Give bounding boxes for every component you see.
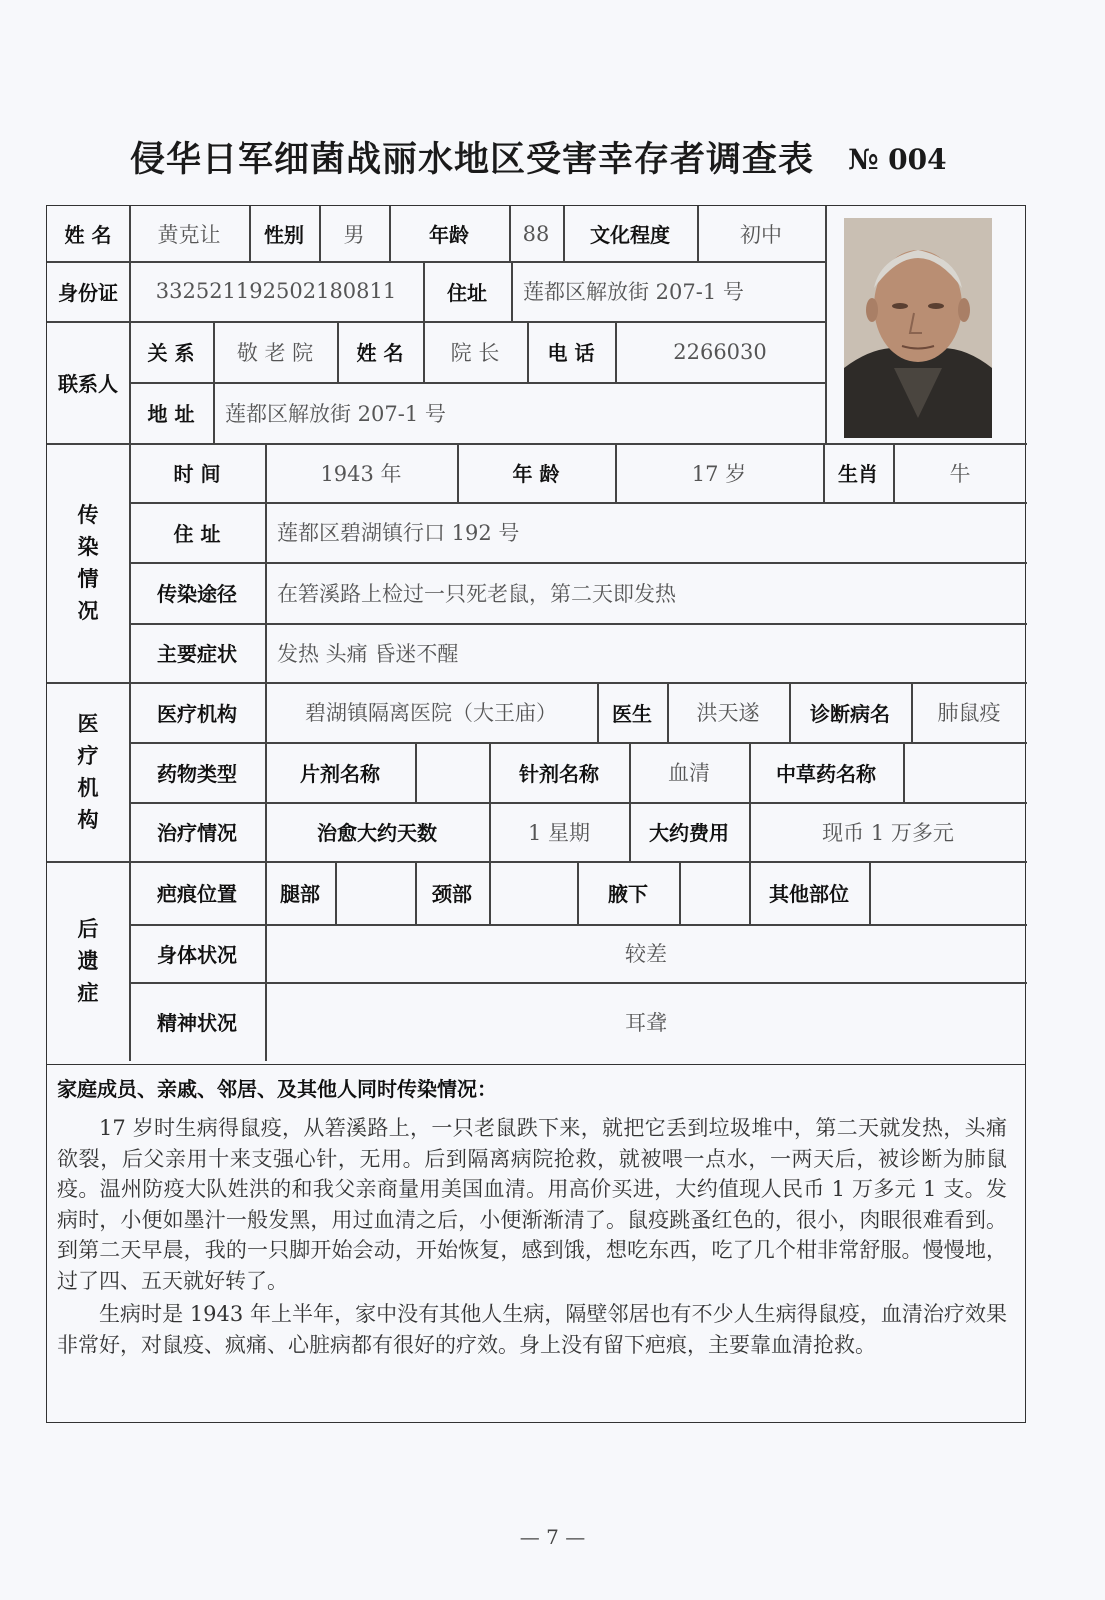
gender-value: 男 bbox=[343, 222, 365, 247]
education-value: 初中 bbox=[740, 222, 782, 247]
page-number: — 7 — bbox=[519, 1525, 586, 1549]
contact-name-label: 姓 名 bbox=[356, 341, 404, 365]
relation-label: 关 系 bbox=[147, 341, 195, 365]
document-number: № 004 bbox=[848, 143, 947, 176]
infection-age-value: 17 岁 bbox=[691, 461, 747, 486]
medical-section-label: 医 疗 机 构 bbox=[77, 711, 99, 832]
narrative-paragraph-2: 生病时是 1943 年上半年，家中没有其他人生病，隔壁邻居也有不少人生病得鼠疫，血清治疗效果非常好，对鼠疫、疯痛、心脏病都有很好的疗效。身上没有留下疤痕，主要靠血清抢救。 bbox=[57, 1302, 1007, 1357]
doctor-label: 医生 bbox=[612, 701, 652, 726]
zodiac-label: 生肖 bbox=[838, 462, 878, 486]
leg-label: 腿部 bbox=[280, 882, 320, 906]
address-value: 莲都区解放街 207-1 号 bbox=[523, 280, 744, 304]
time-label: 时 间 bbox=[173, 462, 221, 486]
doctor-value: 洪天遂 bbox=[696, 701, 760, 725]
institution-label: 医疗机构 bbox=[157, 701, 237, 726]
sequelae-section-label: 后 遗 症 bbox=[77, 917, 99, 1005]
age-value: 88 bbox=[522, 221, 550, 246]
contact-address-value: 莲都区解放街 207-1 号 bbox=[225, 401, 446, 426]
id-card-label: 身份证 bbox=[58, 280, 118, 305]
infection-section-label: 传 染 情 况 bbox=[77, 502, 99, 623]
mental-label: 精神状况 bbox=[157, 1011, 237, 1035]
leg-value bbox=[335, 861, 415, 924]
other-label: 其他部位 bbox=[769, 882, 849, 906]
contact-label: 联系人 bbox=[58, 371, 118, 396]
name-value: 黄克让 bbox=[157, 222, 221, 247]
survivor-photo bbox=[844, 218, 992, 438]
institution-value: 碧湖镇隔离医院（大王庙） bbox=[305, 701, 557, 725]
infection-address-label: 住 址 bbox=[173, 521, 221, 546]
symptoms-label: 主要症状 bbox=[157, 642, 237, 666]
contact-address-label: 地 址 bbox=[147, 402, 195, 426]
infection-age-label: 年 龄 bbox=[512, 462, 560, 486]
diagnosis-label: 诊断病名 bbox=[810, 701, 890, 726]
cost-label: 大约费用 bbox=[649, 821, 729, 845]
narrative-heading: 家庭成员、亲戚、邻居、及其他人同时传染情况： bbox=[57, 1077, 497, 1101]
symptoms-value: 发热 头痛 昏迷不醒 bbox=[277, 641, 459, 666]
route-value: 在箬溪路上检过一只死老鼠，第二天即发热 bbox=[277, 581, 676, 606]
injection-label: 针剂名称 bbox=[519, 761, 599, 786]
contact-name-value: 院 长 bbox=[450, 340, 500, 365]
herbal-value bbox=[903, 742, 1027, 802]
drug-type-label: 药物类型 bbox=[157, 761, 237, 786]
phone-value: 2266030 bbox=[673, 339, 767, 364]
survey-form bbox=[46, 205, 1026, 1065]
id-card-value: 332521192502180811 bbox=[155, 279, 397, 303]
tablet-label: 片剂名称 bbox=[300, 761, 380, 786]
form-title: 侵华日军细菌战丽水地区受害幸存者调查表 bbox=[130, 139, 815, 180]
phone-label: 电 话 bbox=[547, 341, 595, 365]
cure-days-label: 治愈大约天数 bbox=[317, 821, 437, 845]
neck-label: 颈部 bbox=[432, 882, 472, 906]
name-label: 姓 名 bbox=[64, 223, 112, 247]
scar-label: 疤痕位置 bbox=[157, 882, 237, 906]
relation-value: 敬 老 院 bbox=[236, 340, 314, 365]
other-value bbox=[869, 861, 1027, 924]
gender-label: 性别 bbox=[264, 223, 304, 247]
diagnosis-value: 肺鼠疫 bbox=[937, 701, 1001, 725]
armpit-value bbox=[679, 861, 749, 924]
education-label: 文化程度 bbox=[590, 223, 670, 247]
herbal-label: 中草药名称 bbox=[776, 761, 876, 786]
mental-value: 耳聋 bbox=[625, 1010, 667, 1035]
body-label: 身体状况 bbox=[157, 942, 237, 967]
infection-address-value: 莲都区碧湖镇行口 192 号 bbox=[277, 521, 520, 545]
time-value: 1943 年 bbox=[320, 461, 402, 486]
address-label: 住址 bbox=[447, 280, 487, 305]
tablet-value bbox=[415, 742, 489, 802]
cost-value: 现币 1 万多元 bbox=[822, 820, 954, 845]
zodiac-value: 牛 bbox=[949, 461, 971, 486]
age-label: 年龄 bbox=[429, 223, 469, 247]
route-label: 传染途径 bbox=[157, 582, 237, 606]
narrative-paragraph-1: 17 岁时生病得鼠疫，从箬溪路上，一只老鼠跌下来，就把它丢到垃圾堆中，第二天就发热，头痛欲裂，后父亲用十来支强心针，无用。后到隔离病院抢救，就被喂一点水，一两天后，被诊断为肺鼠疫。温州防疫大队姓洪的和我父亲商量用美国血清。用高价买进，大约值现人民币 1 万多元 1 支。发病时，小便如墨汁一般发黑，用过血清之后，小便渐渐清了。鼠疫跳蚤红色的，很小，肉眼很难看到。到第二天早晨，我的一只脚开始会动，开始恢复，感到饿，想吃东西，吃了几个柑非常舒服。慢慢地，过了四、五天就好转了。 bbox=[57, 1116, 1007, 1293]
armpit-label: 腋下 bbox=[608, 882, 648, 906]
injection-value: 血清 bbox=[668, 761, 710, 785]
narrative-section bbox=[46, 1065, 1026, 1423]
neck-value bbox=[489, 861, 577, 924]
cure-days-value: 1 星期 bbox=[527, 820, 591, 845]
treatment-label: 治疗情况 bbox=[157, 821, 237, 845]
body-value: 较差 bbox=[625, 942, 667, 966]
